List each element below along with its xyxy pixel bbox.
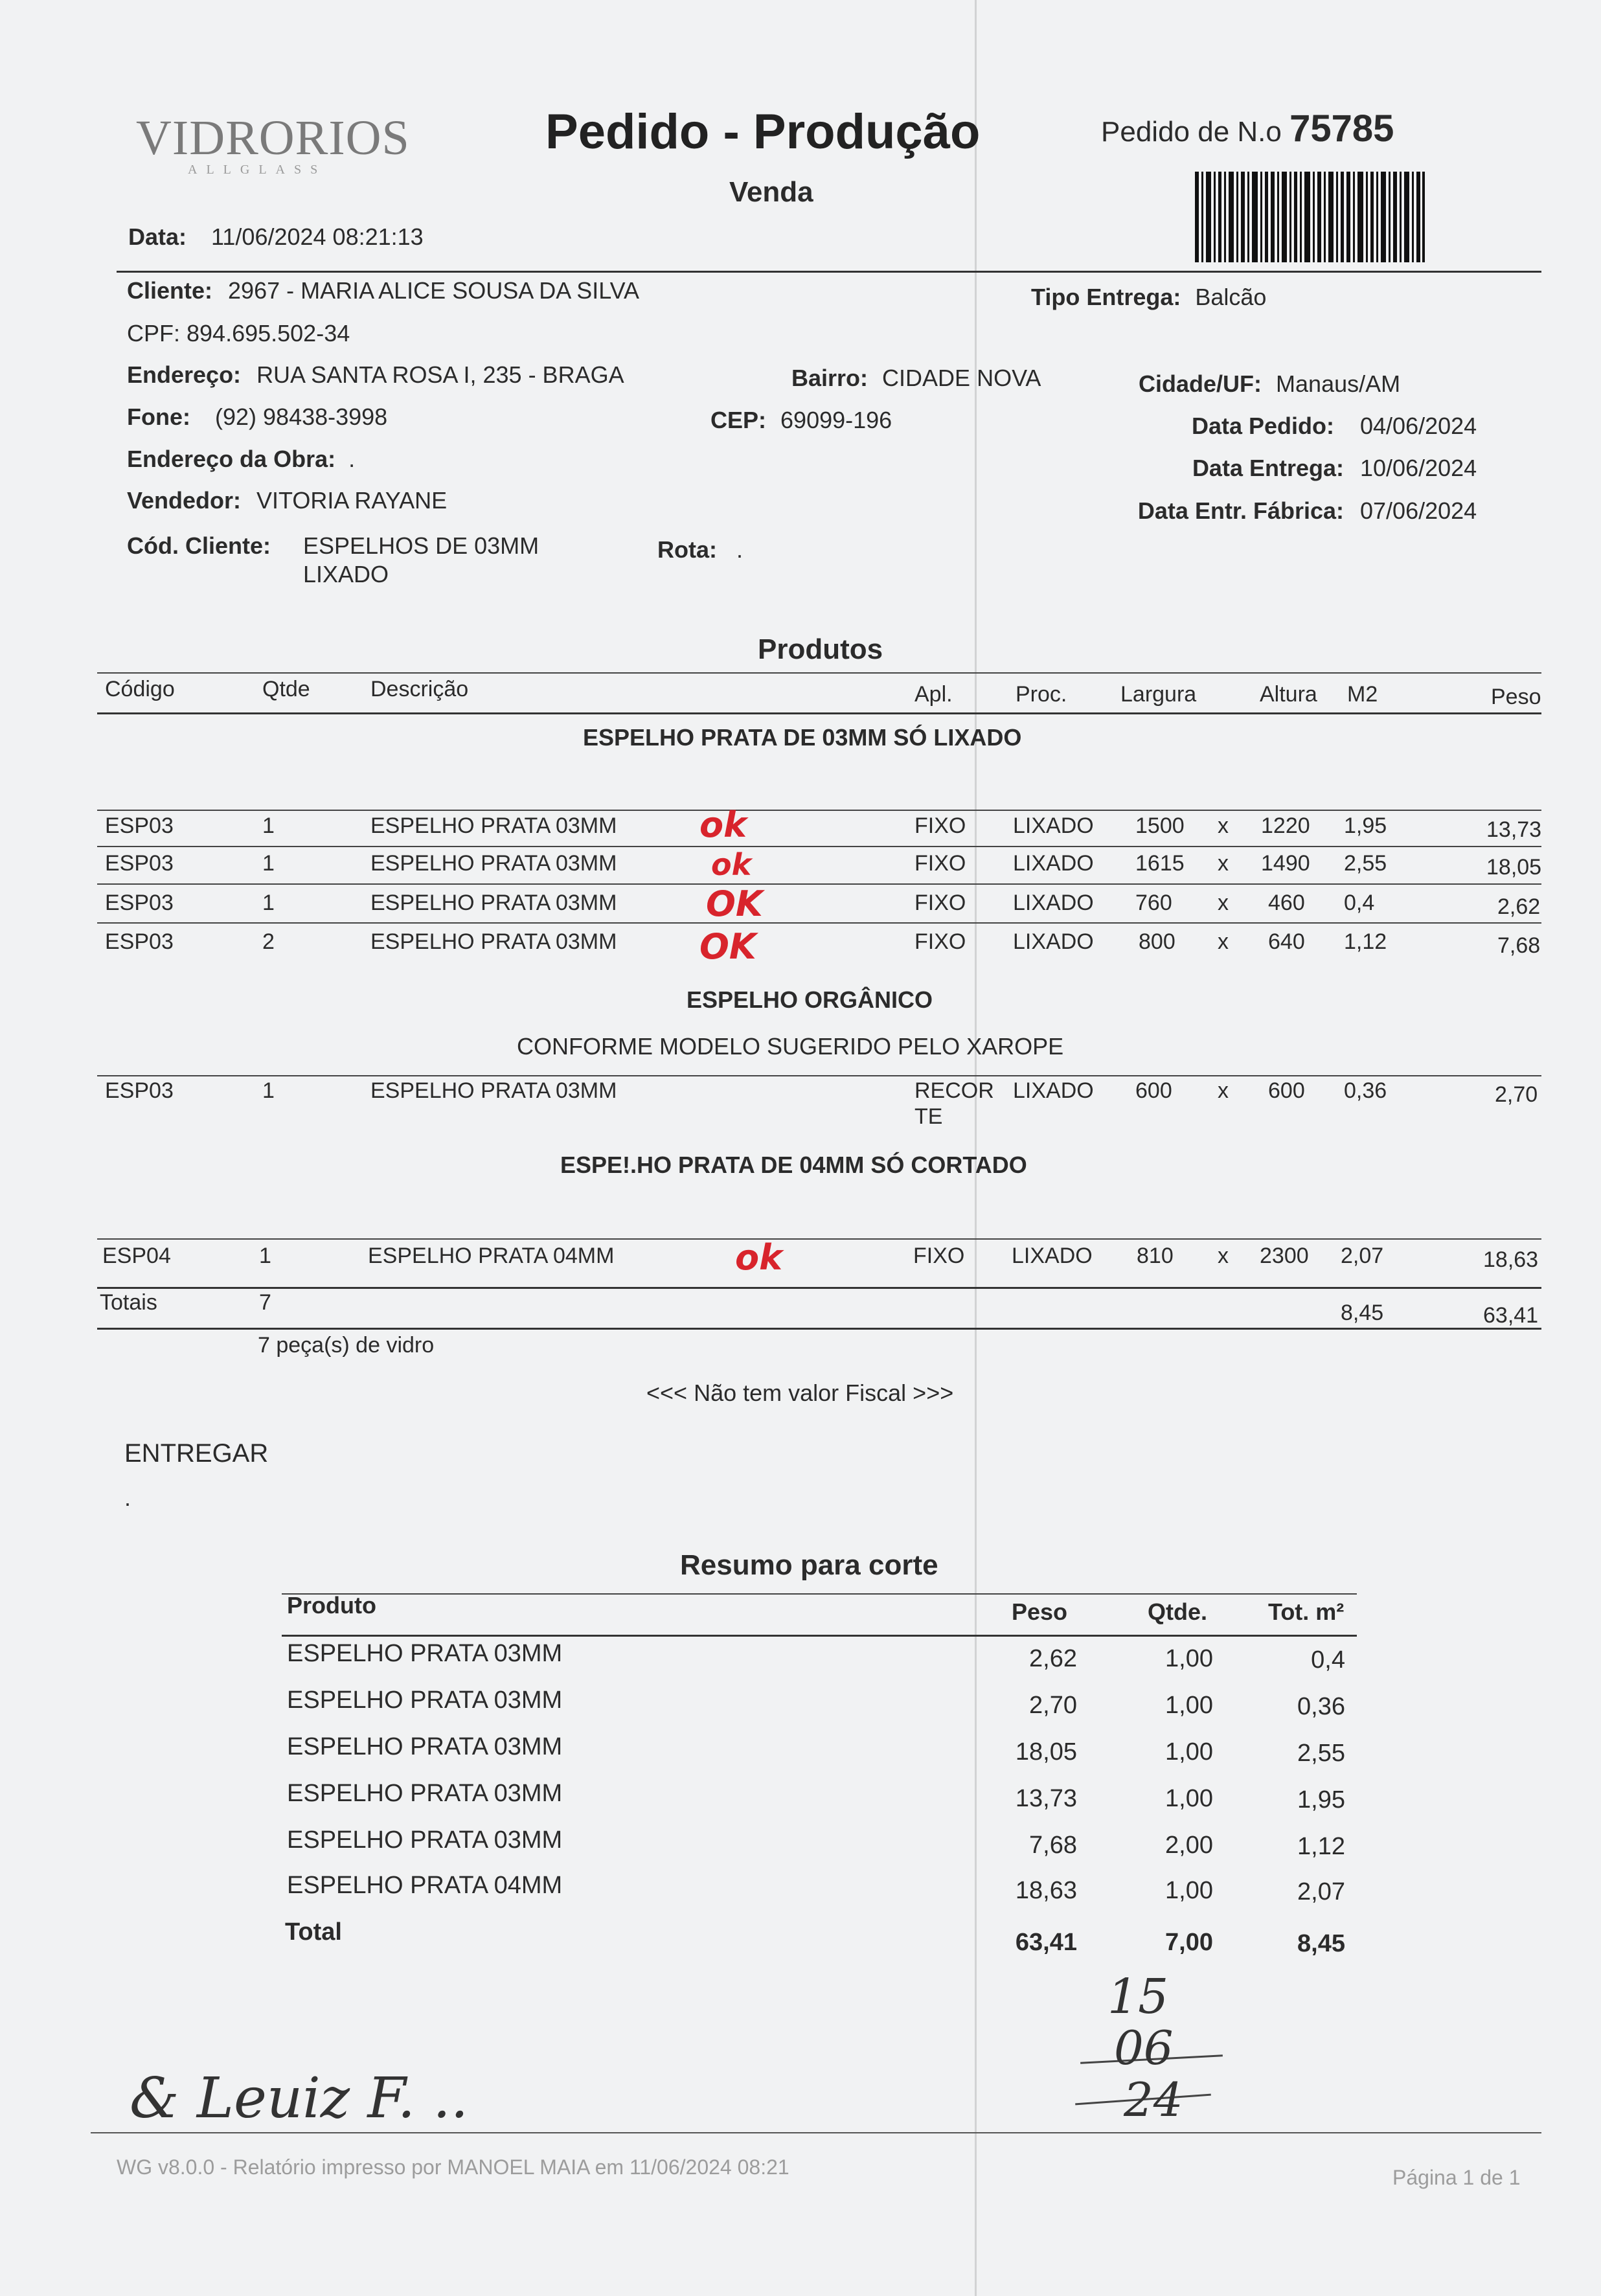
cell-codigo: ESP03	[105, 851, 174, 876]
summary-peso: 13,73	[1015, 1785, 1077, 1812]
district-field	[791, 365, 1041, 392]
summary-total-tot: 8,45	[1297, 1930, 1345, 1957]
cell-altura: 460	[1268, 891, 1305, 915]
table-row	[97, 1244, 1541, 1282]
site-address-value: .	[348, 446, 356, 472]
cell-altura: 640	[1268, 929, 1305, 954]
row-rule	[97, 883, 1541, 885]
cell-qtde: 1	[262, 813, 275, 838]
cell-descricao: ESPELHO PRATA 03MM	[370, 929, 617, 954]
cell-proc: LIXADO	[1013, 1078, 1094, 1103]
summary-header-rule	[282, 1635, 1357, 1637]
cell-largura: 800	[1139, 929, 1175, 954]
handwritten-check-mark: ok	[735, 1237, 783, 1278]
phone-value: (92) 98438-3998	[215, 404, 388, 430]
district-value: CIDADE NOVA	[882, 365, 1041, 391]
document-subtitle: Venda	[729, 176, 813, 208]
client-field	[127, 277, 639, 304]
table-row	[97, 929, 1541, 968]
handwritten-day: 15	[1107, 1969, 1169, 2025]
order-number-block	[1101, 107, 1394, 150]
products-header-rule	[97, 712, 1541, 714]
cell-qtde: 1	[259, 1244, 271, 1268]
cell-m2: 1,12	[1344, 929, 1387, 954]
cell-altura: 1220	[1261, 813, 1310, 838]
table-row	[97, 1078, 1541, 1130]
group1-rule	[97, 810, 1541, 811]
city-label: Cidade/UF:	[1139, 370, 1262, 397]
cell-altura: 600	[1268, 1078, 1305, 1103]
summary-total-qtde: 7,00	[1165, 1929, 1213, 1956]
summary-rows	[287, 1640, 1356, 1918]
cell-descricao: ESPELHO PRATA 03MM	[370, 891, 617, 915]
city-value: Manaus/AM	[1276, 370, 1401, 397]
row-rule	[97, 922, 1541, 924]
date-value: 11/06/2024 08:21:13	[211, 223, 424, 250]
col-proc: Proc.	[1016, 682, 1067, 707]
summary-col-tot-m2: Tot. m²	[1268, 1598, 1345, 1625]
cell-apl-wrap: TE	[914, 1104, 943, 1129]
client-value: 2967 - MARIA ALICE SOUSA DA SILVA	[228, 277, 639, 304]
client-code-label: Cód. Cliente:	[127, 532, 271, 559]
delivery-date-value: 10/06/2024	[1360, 455, 1477, 481]
summary-tot: 2,07	[1297, 1878, 1345, 1905]
summary-tot: 0,4	[1311, 1646, 1345, 1674]
cell-largura: 1615	[1135, 851, 1185, 876]
client-label: Cliente:	[127, 277, 213, 304]
cell-proc: LIXADO	[1013, 813, 1094, 838]
summary-qtde: 1,00	[1165, 1645, 1213, 1672]
cell-peso: 13,73	[1486, 817, 1542, 842]
client-code-value-1: ESPELHOS DE 03MM	[303, 532, 539, 559]
summary-tot: 1,12	[1297, 1833, 1345, 1860]
cell-largura: 810	[1137, 1244, 1174, 1268]
col-qtde: Qtde	[262, 677, 310, 701]
company-logo	[136, 110, 410, 177]
client-code-value-2: LIXADO	[303, 561, 389, 587]
cell-codigo: ESP03	[105, 1078, 174, 1103]
district-label: Bairro:	[791, 365, 869, 391]
delivery-type-field	[1031, 284, 1266, 311]
pieces-count: 7 peça(s) de vidro	[258, 1333, 435, 1358]
cell-peso: 18,63	[1483, 1247, 1539, 1272]
summary-qtde: 1,00	[1165, 1877, 1213, 1904]
route-label: Rota:	[657, 536, 717, 563]
delivery-date-label: Data Entrega:	[1192, 455, 1344, 481]
fiscal-note: <<< Não tem valor Fiscal >>>	[646, 1380, 954, 1406]
cell-proc: LIXADO	[1013, 891, 1094, 915]
order-date-label: Data Pedido:	[1191, 413, 1334, 439]
cell-m2: 0,36	[1344, 1078, 1387, 1103]
totals-bottom-rule	[97, 1328, 1541, 1330]
cell-m2: 2,55	[1344, 851, 1387, 876]
delivery-type-value: Balcão	[1195, 284, 1267, 310]
seller-label: Vendedor:	[127, 487, 242, 514]
summary-qtde: 1,00	[1165, 1785, 1213, 1812]
report-footer: WG v8.0.0 - Relatório impresso por MANOEL MAIA em 11/06/2024 08:21	[117, 2155, 789, 2179]
summary-peso: 18,63	[1015, 1877, 1077, 1904]
col-descricao: Descrição	[370, 677, 469, 701]
barcode	[1195, 172, 1425, 262]
cell-apl: FIXO	[914, 813, 966, 838]
route-value: .	[736, 536, 744, 563]
document-title: Pedido - Produção	[545, 104, 981, 159]
logo-subtext: ALLGLASS	[188, 163, 327, 177]
phone-field	[127, 404, 387, 431]
address-value: RUA SANTA ROSA I, 235 - BRAGA	[256, 361, 624, 388]
summary-tot: 2,55	[1297, 1740, 1345, 1767]
col-altura: Altura	[1260, 682, 1317, 707]
cell-apl: FIXO	[914, 929, 966, 954]
table-row	[97, 891, 1541, 929]
order-number: 75785	[1289, 108, 1394, 150]
cell-x: x	[1218, 1244, 1229, 1268]
products-title: Produtos	[758, 633, 883, 665]
totals-peso: 63,41	[1483, 1303, 1539, 1328]
cell-peso: 7,68	[1497, 933, 1541, 958]
group3-rule	[97, 1238, 1541, 1240]
row-rule	[97, 846, 1541, 847]
order-number-label: Pedido de N.o	[1101, 116, 1282, 148]
cell-altura: 2300	[1260, 1244, 1309, 1268]
products-top-rule	[97, 672, 1541, 674]
summary-peso: 7,68	[1029, 1832, 1077, 1859]
summary-produto: ESPELHO PRATA 03MM	[287, 1826, 563, 1854]
col-codigo: Código	[105, 677, 175, 701]
totals-row	[97, 1290, 1541, 1329]
totals-label: Totais	[100, 1290, 157, 1315]
page-number: Página 1 de 1	[1392, 2166, 1521, 2189]
zip-field	[710, 407, 892, 434]
summary-produto: ESPELHO PRATA 03MM	[287, 1780, 563, 1807]
summary-produto: ESPELHO PRATA 03MM	[287, 1733, 563, 1760]
col-peso: Peso	[1491, 685, 1541, 709]
handwritten-check-mark: OK	[706, 883, 763, 924]
summary-total-peso: 63,41	[1015, 1929, 1077, 1956]
signature-line	[91, 2132, 1541, 2133]
phone-label: Fone:	[127, 404, 190, 430]
cell-descricao: ESPELHO PRATA 03MM	[370, 1078, 617, 1103]
totals-qtde: 7	[259, 1290, 271, 1315]
cell-apl: FIXO	[914, 891, 966, 915]
cell-largura: 1500	[1135, 813, 1185, 838]
summary-title: Resumo para corte	[680, 1549, 938, 1581]
group-title-04mm-cortado: ESPE!.HO PRATA DE 04MM SÓ CORTADO	[560, 1152, 1027, 1178]
logo-text: VIDRORIOS	[136, 111, 410, 165]
order-date-value: 04/06/2024	[1360, 413, 1477, 439]
cell-proc: LIXADO	[1013, 929, 1094, 954]
cell-descricao: ESPELHO PRATA 03MM	[370, 813, 617, 838]
site-address-field	[127, 446, 355, 473]
cell-x: x	[1218, 1078, 1229, 1103]
cell-apl: RECOR	[914, 1078, 994, 1103]
handwritten-check-mark: ok	[711, 847, 752, 882]
cell-descricao: ESPELHO PRATA 04MM	[368, 1244, 615, 1268]
col-largura: Largura	[1120, 682, 1197, 707]
totals-m2: 8,45	[1341, 1301, 1384, 1325]
cell-descricao: ESPELHO PRATA 03MM	[370, 851, 617, 876]
seller-field	[127, 487, 447, 514]
cell-codigo: ESP03	[105, 813, 174, 838]
col-apl: Apl.	[914, 682, 953, 707]
cell-peso: 18,05	[1486, 855, 1542, 880]
cell-x: x	[1218, 851, 1229, 876]
cell-qtde: 1	[262, 1078, 275, 1103]
cell-largura: 760	[1135, 891, 1172, 915]
cell-peso: 2,62	[1497, 894, 1541, 919]
summary-total-label: Total	[285, 1918, 342, 1946]
summary-qtde: 1,00	[1165, 1692, 1213, 1719]
cell-m2: 2,07	[1341, 1244, 1384, 1268]
note-dot: .	[124, 1484, 131, 1511]
cell-proc: LIXADO	[1013, 851, 1094, 876]
cell-qtde: 1	[262, 851, 275, 876]
handwritten-check-mark: ok	[699, 804, 747, 845]
cell-codigo: ESP03	[105, 929, 174, 954]
summary-col-peso: Peso	[1012, 1598, 1068, 1625]
seller-value: VITORIA RAYANE	[256, 487, 448, 514]
group-title-03mm-lixado: ESPELHO PRATA DE 03MM SÓ LIXADO	[583, 724, 1022, 751]
route-field	[657, 536, 743, 563]
cell-qtde: 2	[262, 929, 275, 954]
summary-produto: ESPELHO PRATA 04MM	[287, 1872, 563, 1899]
address-label: Endereço:	[127, 361, 242, 388]
summary-top-rule	[282, 1593, 1357, 1595]
summary-peso: 2,70	[1029, 1692, 1077, 1719]
summary-qtde: 2,00	[1165, 1832, 1213, 1859]
cell-codigo: ESP04	[102, 1244, 171, 1268]
cell-x: x	[1218, 891, 1229, 915]
summary-tot: 1,95	[1297, 1786, 1345, 1813]
date-field	[128, 223, 424, 251]
col-m2: M2	[1347, 682, 1378, 707]
handwritten-month: 06	[1114, 2021, 1174, 2075]
cell-altura: 1490	[1261, 851, 1310, 876]
cell-apl: FIXO	[914, 851, 966, 876]
cpf-field: CPF: 894.695.502-34	[127, 320, 350, 347]
cell-codigo: ESP03	[105, 891, 174, 915]
summary-col-produto: Produto	[287, 1592, 376, 1619]
summary-qtde: 1,00	[1165, 1738, 1213, 1766]
summary-peso: 2,62	[1029, 1645, 1077, 1672]
group-note: CONFORME MODELO SUGERIDO PELO XAROPE	[517, 1033, 1064, 1060]
cell-proc: LIXADO	[1012, 1244, 1093, 1268]
group2-rule	[97, 1075, 1541, 1076]
cell-m2: 1,95	[1344, 813, 1387, 838]
summary-tot: 0,36	[1297, 1693, 1345, 1720]
factory-date-label: Data Entr. Fábrica:	[1137, 497, 1344, 524]
cell-largura: 600	[1135, 1078, 1172, 1103]
zip-label: CEP:	[710, 407, 767, 433]
handwritten-year: 24	[1124, 2073, 1183, 2127]
cell-m2: 0,4	[1344, 891, 1375, 915]
cell-apl: FIXO	[913, 1244, 965, 1268]
signature: & Leuiz F. ..	[130, 2066, 469, 2131]
totals-rule	[97, 1287, 1541, 1289]
delivery-type-label: Tipo Entrega:	[1031, 284, 1181, 310]
delivery-note: ENTREGAR	[124, 1439, 269, 1468]
products-header-row	[97, 677, 1541, 716]
cell-peso: 2,70	[1495, 1082, 1538, 1107]
zip-value: 69099-196	[780, 407, 892, 433]
paper-fold	[975, 0, 977, 2296]
group-title-organico: ESPELHO ORGÂNICO	[687, 986, 933, 1013]
date-label: Data:	[128, 223, 187, 250]
summary-produto: ESPELHO PRATA 03MM	[287, 1687, 563, 1714]
cell-qtde: 1	[262, 891, 275, 915]
city-field	[1139, 370, 1400, 398]
header-divider	[117, 271, 1541, 273]
summary-peso: 18,05	[1015, 1738, 1077, 1766]
site-address-label: Endereço da Obra:	[127, 446, 336, 472]
cell-x: x	[1218, 929, 1229, 954]
address-field	[127, 361, 624, 389]
cell-x: x	[1218, 813, 1229, 838]
summary-col-qtde: Qtde.	[1148, 1598, 1208, 1625]
handwritten-check-mark: OK	[699, 926, 756, 967]
factory-date-value: 07/06/2024	[1360, 497, 1477, 524]
summary-produto: ESPELHO PRATA 03MM	[287, 1640, 563, 1667]
